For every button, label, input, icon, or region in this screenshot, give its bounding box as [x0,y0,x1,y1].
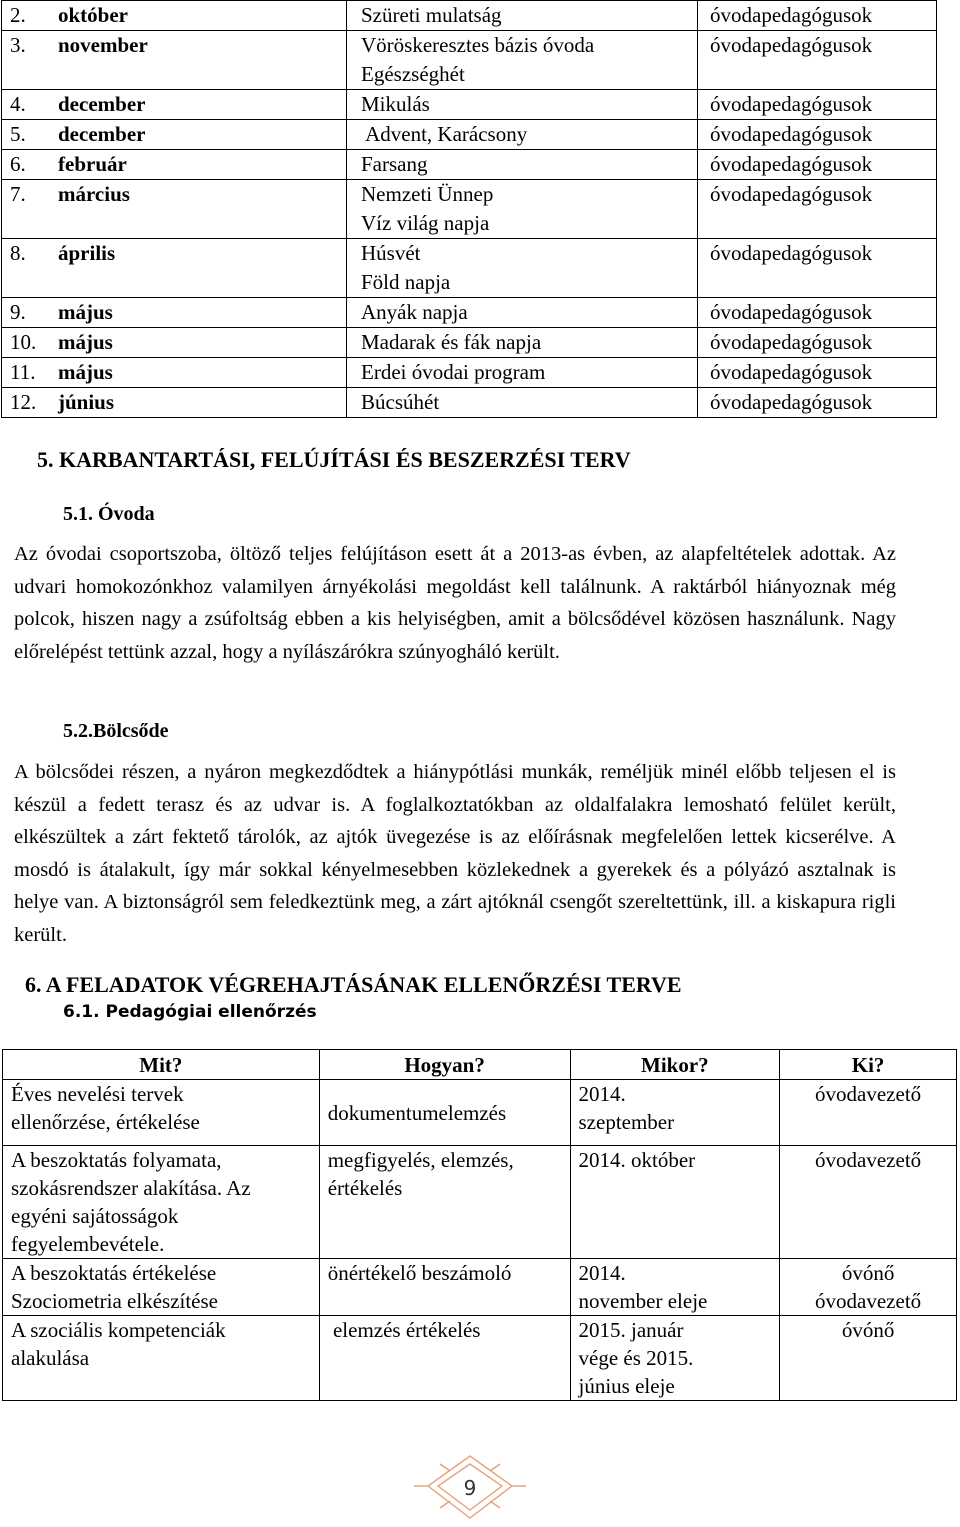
cell-how [319,1259,570,1316]
row-events [347,150,698,180]
events-row [2,90,937,120]
cell-who [780,1080,957,1146]
row-number: 5. [2,120,45,150]
cell-line: megfigyelés, elemzés, [327,1148,514,1172]
row-number: 4. [2,90,45,120]
checks-row [3,1080,957,1146]
ornament-line [440,1501,450,1508]
row-month: május [44,298,347,328]
events-row [2,388,937,418]
events-row [2,180,937,239]
row-number: 7. [2,180,45,239]
ornament-line [490,1501,500,1508]
events-row [2,328,937,358]
row-month: október [44,1,347,31]
row-month: december [44,90,347,120]
cell-line: A szociális kompetenciák [11,1318,226,1342]
row-responsible: óvodapedagógusok [698,90,937,120]
cell-what [3,1080,320,1146]
header-how: Hogyan? [319,1050,570,1080]
row-responsible: óvodapedagógusok [698,180,937,239]
cell-line: önértékelő beszámoló [327,1261,512,1285]
cell-how [319,1316,570,1401]
event-name: Advent, Karácsony [361,122,528,146]
event-name: Nemzeti Ünnep [361,182,494,206]
checks-row [3,1259,957,1316]
row-events [347,358,698,388]
checks-row [3,1146,957,1259]
cell-line: vége és 2015. [578,1346,694,1370]
row-number: 10. [2,328,45,358]
row-events [347,239,698,298]
events-row [2,298,937,328]
row-month: május [44,358,347,388]
row-responsible: óvodapedagógusok [698,298,937,328]
event-name: Egészséghét [361,62,465,86]
row-events [347,90,698,120]
event-name: Mikulás [361,92,430,116]
cell-when [570,1259,780,1316]
event-name: Föld napja [361,270,451,294]
cell-line: Éves nevelési tervek [11,1082,184,1106]
section-6-1-heading: 6.1. Pedagógiai ellenőrzés [63,1002,317,1022]
cell-line: óvodavezető [815,1148,922,1172]
cell-line: ellenőrzése, értékelése [11,1110,200,1134]
cell-line: június eleje [578,1374,675,1398]
events-row [2,239,937,298]
section-5-2-paragraph: A bölcsődei részen, a nyáron megkezdődtek a hiánypótlási munkák, reméljük minél előbb teljesen el is készül a fedett terasz és az udvar is. A foglalkoztatókban az oldalfalakra lemosható felület került, elkészültek a zárt fektető tárolók, az ajtók üvegezése is az előírásnak megfelelően lettek kicserélve. A mosdó is átalakult, így már sokkal kényelmesebben közlekednek a gyerekek és a pólyázó asztalnak is helye van. A biztonságról sem feledkeztünk meg, a zárt ajtóknál csengőt szereltettünk, ill. a kiskapura rigli került. [14,761,896,946]
event-name: Vöröskeresztes bázis óvoda [361,33,595,57]
row-events [347,180,698,239]
row-responsible: óvodapedagógusok [698,120,937,150]
header-who: Ki? [780,1050,957,1080]
cell-when [570,1080,780,1146]
row-events [347,328,698,358]
event-name: Madarak és fák napja [361,330,542,354]
section-6-heading: 6. A FELADATOK VÉGREHAJTÁSÁNAK ELLENŐRZÉSI TERVE [25,972,682,997]
cell-what [3,1259,320,1316]
section-5-1-paragraph: Az óvodai csoportszoba, öltöző teljes felújításon esett át a 2013-as évben, az alapfeltételek adottak. Az udvari homokozónkhoz valamilyen árnyékolási megoldást kell találnunk. A raktárból hiányoznak még polcok, hiszen nagy a zsúfoltság ebben a kis helyiségben, amit a bölcsődével közösen használunk. Nagy előrelépést tettünk azzal, hogy a nyílászárókra szúnyogháló került. [14,543,896,663]
cell-line: 2014. [578,1082,626,1106]
row-number: 2. [2,1,45,31]
events-row [2,150,937,180]
event-name: Farsang [361,152,428,176]
events-row [2,120,937,150]
cell-line: A beszoktatás folyamata, [11,1148,222,1172]
ornament-line [490,1464,500,1471]
page-number-ornament [410,1452,530,1522]
section-5-heading: 5. KARBANTARTÁSI, FELÚJÍTÁSI ÉS BESZERZÉSI TERV [37,447,631,472]
cell-line: fegyelembevétele. [11,1232,165,1256]
cell-line: óvónő [841,1318,895,1342]
cell-line: szeptember [578,1110,675,1134]
events-row [2,358,937,388]
cell-line: 2014. [578,1261,626,1285]
events-row [2,31,937,90]
cell-line: óvónő [841,1261,895,1285]
event-name: Anyák napja [361,300,468,324]
checks-row [3,1316,957,1401]
cell-how [319,1080,570,1146]
ornament-line [440,1464,450,1471]
row-responsible: óvodapedagógusok [698,239,937,298]
event-name: Víz világ napja [361,211,490,235]
cell-who [780,1259,957,1316]
row-events [347,388,698,418]
cell-line: óvodavezető [815,1082,922,1106]
cell-line: Szociometria elkészítése [11,1289,218,1313]
row-responsible: óvodapedagógusok [698,31,937,90]
row-month: november [44,31,347,90]
cell-line: óvodavezető [815,1289,922,1313]
page-number: 9 [463,1476,477,1500]
row-number: 11. [2,358,45,388]
checks-table [2,1049,957,1401]
row-number: 6. [2,150,45,180]
event-name: Búcsúhét [361,390,440,414]
cell-when [570,1146,780,1259]
cell-line: elemzés értékelés [327,1318,481,1342]
row-month: június [44,388,347,418]
row-month: február [44,150,347,180]
row-events [347,120,698,150]
event-name: Erdei óvodai program [361,360,546,384]
cell-when [570,1316,780,1401]
event-name: Húsvét [361,241,421,265]
cell-what [3,1316,320,1401]
cell-line: egyéni sajátosságok [11,1204,179,1228]
row-responsible: óvodapedagógusok [698,388,937,418]
cell-line: 2014. október [578,1148,696,1172]
row-number: 12. [2,388,45,418]
header-when: Mikor? [570,1050,780,1080]
cell-what [3,1146,320,1259]
cell-how [319,1146,570,1259]
cell-line: A beszoktatás értékelése [11,1261,217,1285]
row-responsible: óvodapedagógusok [698,358,937,388]
cell-who [780,1146,957,1259]
cell-line: 2015. január [578,1318,684,1342]
section-5-2-heading: 5.2.Bölcsőde [63,720,169,742]
checks-header-row [3,1050,957,1080]
cell-line: értékelés [327,1176,403,1200]
row-events [347,298,698,328]
events-row [2,1,937,31]
cell-line: alakulása [11,1346,90,1370]
row-number: 3. [2,31,45,90]
row-events [347,1,698,31]
cell-line: november eleje [578,1289,708,1313]
cell-who [780,1316,957,1401]
event-name: Szüreti mulatság [361,3,502,27]
row-responsible: óvodapedagógusok [698,1,937,31]
cell-line: szokásrendszer alakítása. Az [11,1176,251,1200]
row-month: december [44,120,347,150]
row-number: 8. [2,239,45,298]
row-month: március [44,180,347,239]
cell-line: dokumentumelemzés [327,1100,507,1125]
header-what: Mit? [3,1050,320,1080]
row-responsible: óvodapedagógusok [698,150,937,180]
row-responsible: óvodapedagógusok [698,328,937,358]
row-events [347,31,698,90]
row-month: május [44,328,347,358]
events-table [1,0,937,418]
row-month: április [44,239,347,298]
page-number-badge [410,1452,530,1522]
section-5-1-heading: 5.1. Óvoda [63,503,155,525]
row-number: 9. [2,298,45,328]
